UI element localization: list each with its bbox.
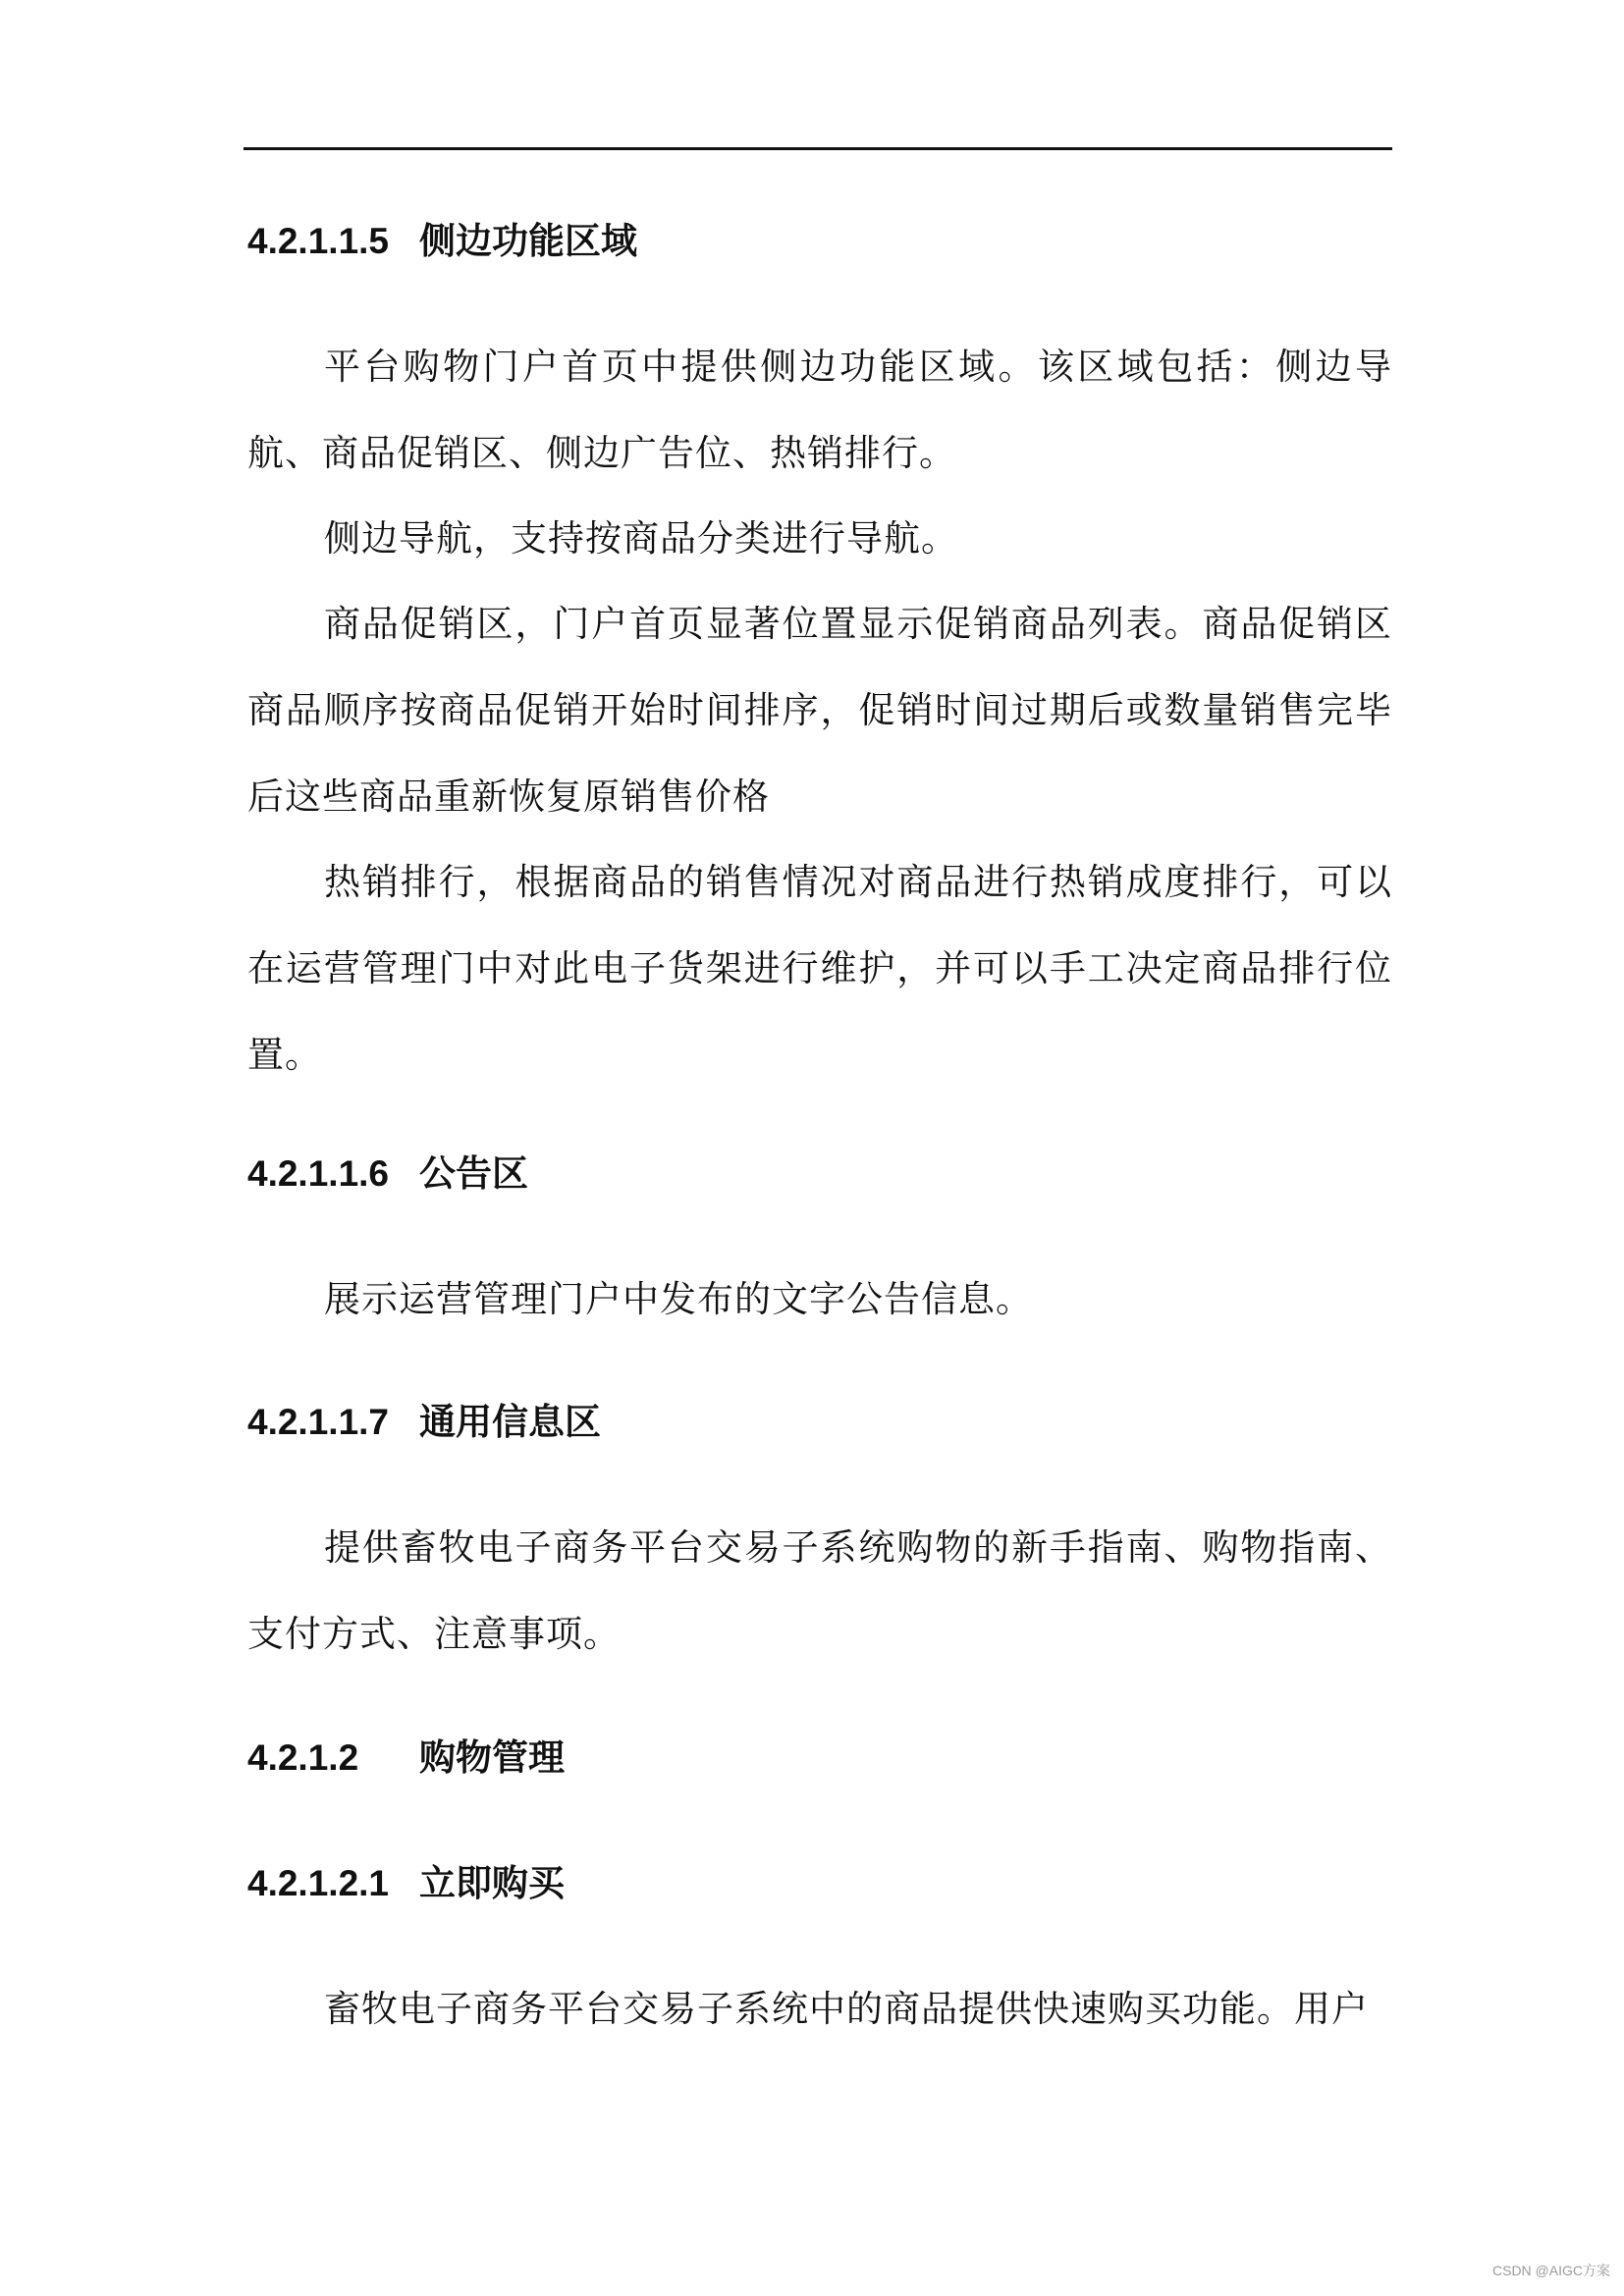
section-number: 4.2.1.1.5	[247, 221, 390, 261]
watermark-text: CSDN @AIGC方案	[1492, 2263, 1610, 2278]
section-number: 4.2.1.1.7	[247, 1402, 390, 1442]
paragraph: 商品促销区，门户首页显著位置显示促销商品列表。商品促销区商品顺序按商品促销开始时间排序，促销时间过期后或数量销售完毕后这些商品重新恢复原销售价格	[247, 603, 1392, 818]
section-number: 4.2.1.2	[247, 1737, 359, 1778]
section-title: 侧边功能区域	[419, 220, 637, 262]
section-title: 通用信息区	[419, 1401, 601, 1443]
paragraph: 热销排行，根据商品的销售情况对商品进行热销成度排行，可以在运营管理门中对此电子货架进行维护，并可以手工决定商品排行位置。	[247, 861, 1392, 1076]
section-heading	[247, 1150, 528, 1198]
paragraph: 侧边导航，支持按商品分类进行导航。	[324, 517, 958, 560]
section-title: 购物管理	[419, 1736, 565, 1779]
paragraph: 平台购物门户首页中提供侧边功能区域。该区域包括：侧边导航、商品促销区、侧边广告位、热销排行。	[247, 346, 1392, 474]
section-number: 4.2.1.1.6	[247, 1153, 390, 1194]
paragraph: 展示运营管理门户中发布的文字公告信息。	[324, 1278, 1033, 1320]
section-number: 4.2.1.2.1	[247, 1863, 390, 1903]
section-title: 公告区	[419, 1152, 528, 1195]
section-heading	[247, 218, 637, 265]
section-heading	[247, 1735, 565, 1782]
section-heading	[247, 1860, 565, 1907]
section-heading	[247, 1399, 601, 1446]
header-rule	[244, 147, 1392, 150]
paragraph: 畜牧电子商务平台交易子系统中的商品提供快速购买功能。用户	[324, 1988, 1369, 2030]
section-title: 立即购买	[419, 1862, 565, 1904]
paragraph: 提供畜牧电子商务平台交易子系统购物的新手指南、购物指南、支付方式、注意事项。	[247, 1526, 1392, 1655]
